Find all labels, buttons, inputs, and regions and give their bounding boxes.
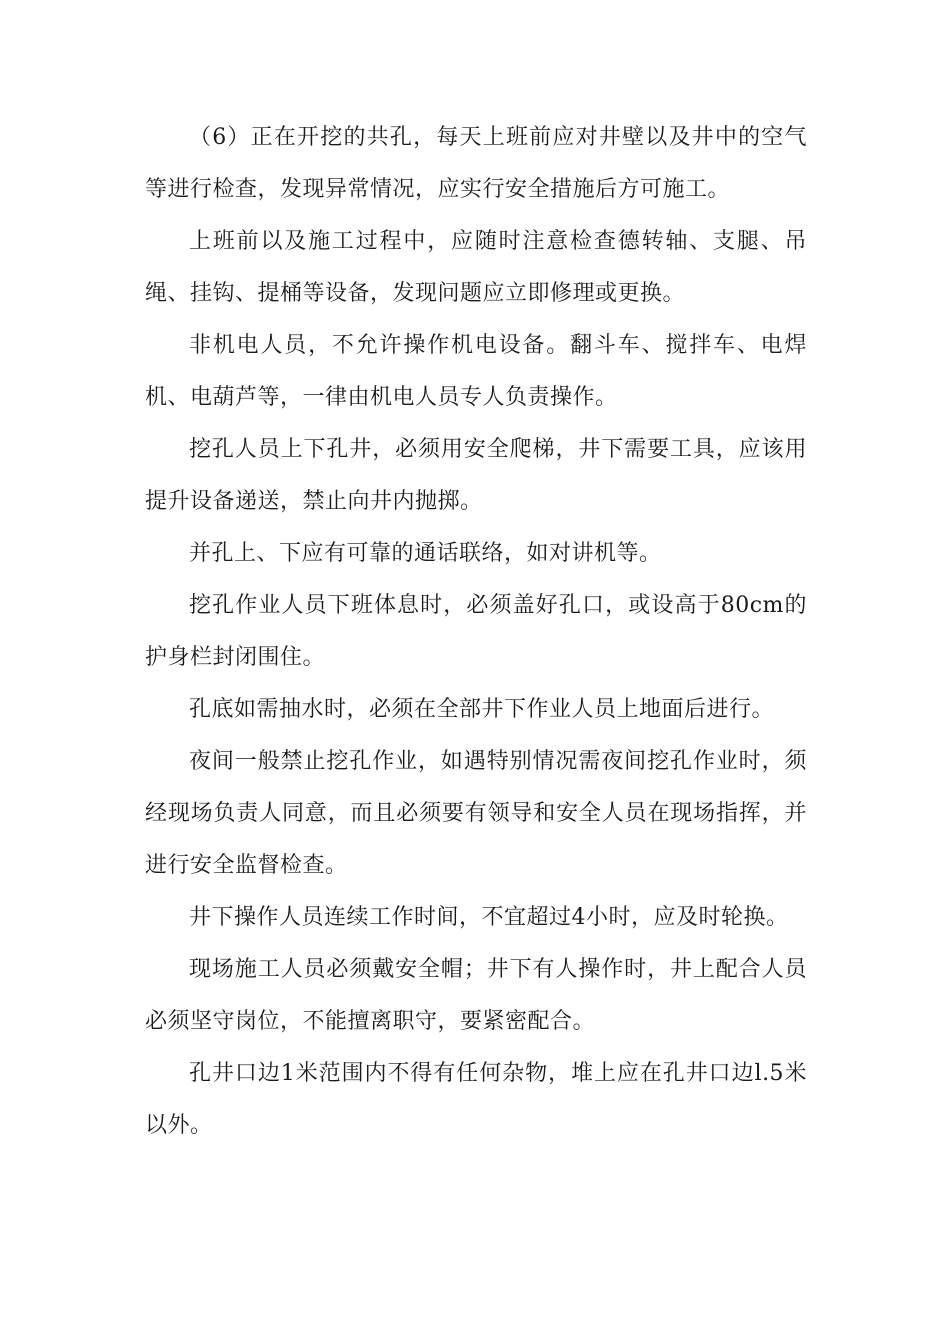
paragraph-1: （6）正在开挖的共孔，每天上班前应对井壁以及井中的空气等进行检查，发现异常情况，应实行安全措施后方可施工。: [145, 125, 807, 202]
paragraph-10: 现场施工人员必须戴安全帽；井下有人操作时，井上配合人员必须坚守岗位，不能擅离职守，要紧密配合。: [145, 957, 807, 1034]
paragraph-5: 并孔上、下应有可靠的通话联络，如对讲机等。: [189, 541, 662, 566]
paragraph-4: 挖孔人员上下孔井，必须用安全爬梯，井下需要工具，应该用提升设备递送，禁止向井内抛掷。: [145, 437, 807, 514]
paragraph-7: 孔底如需抽水时，必须在全部井下作业人员上地面后进行。: [189, 697, 775, 722]
paragraph-6: 挖孔作业人员下班体息时，必须盖好孔口，或设高于80cm的护身栏封闭围住。: [145, 593, 807, 670]
paragraph-11: 孔井口边1米范围内不得有任何杂物，堆上应在孔井口边l.5米以外。: [145, 1061, 807, 1138]
paragraph-2: 上班前以及施工过程中，应随时注意检查德转轴、支腿、吊绳、挂钩、提桶等设备，发现问题应立即修理或更换。: [145, 229, 807, 306]
paragraph-3: 非机电人员，不允许操作机电设备。翻斗车、搅拌车、电焊机、电葫芦等，一律由机电人员专人负责操作。: [145, 333, 807, 410]
paragraph-8: 夜间一般禁止挖孔作业，如遇特别情况需夜间挖孔作业时，须经现场负责人同意，而且必须要有领导和安全人员在现场指挥，并进行安全监督检查。: [145, 749, 807, 878]
document-body: [145, 112, 807, 1152]
paragraph-9: 井下操作人员连续工作时间，不宜超过4小时，应及时轮换。: [189, 905, 789, 930]
